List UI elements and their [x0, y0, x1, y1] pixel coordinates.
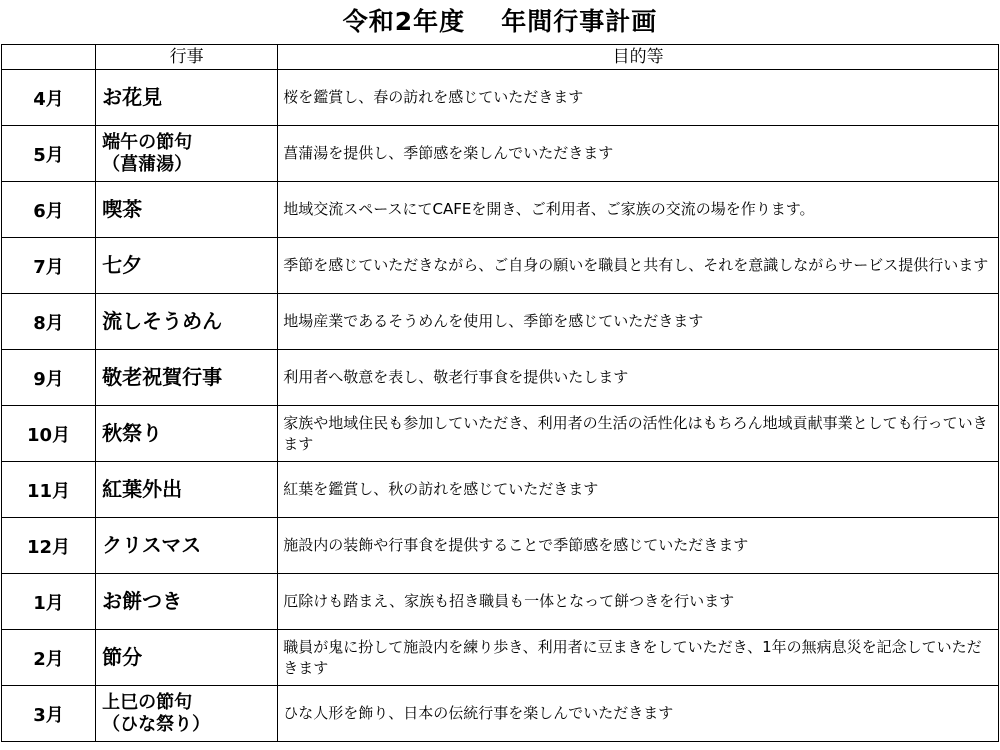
event-name-line: 端午の節句: [102, 131, 193, 153]
table-row: [2, 70, 999, 126]
table-row: [2, 686, 999, 742]
page-title: [0, 6, 1000, 38]
table-row: [2, 630, 999, 686]
month-cell: 3月: [2, 686, 96, 742]
purpose-cell: 職員が鬼に扮して施設内を練り歩き、利用者に豆まきをしていただき、1年の無病息災を記念していただきます: [278, 630, 999, 686]
month-cell: 12月: [2, 518, 96, 574]
event-name-line: 上巳の節句: [102, 691, 193, 713]
event-cell: [96, 126, 278, 182]
purpose-cell: 地域交流スペースにてCAFEを開き、ご利用者、ご家族の交流の場を作ります。: [278, 182, 999, 238]
month-cell: 4月: [2, 70, 96, 126]
table-row: [2, 406, 999, 462]
event-cell: [96, 518, 278, 574]
purpose-cell: ひな人形を飾り、日本の伝統行事を楽しんでいただきます: [278, 686, 999, 742]
month-cell: 5月: [2, 126, 96, 182]
purpose-cell: 菖蒲湯を提供し、季節感を楽しんでいただきます: [278, 126, 999, 182]
purpose-cell: 施設内の装飾や行事食を提供することで季節感を感じていただきます: [278, 518, 999, 574]
table-row: [2, 126, 999, 182]
event-cell: [96, 294, 278, 350]
event-name-line: （ひな祭り）: [102, 713, 211, 735]
event-name-line: 喫茶: [102, 197, 143, 221]
month-cell: 1月: [2, 574, 96, 630]
event-cell: [96, 70, 278, 126]
event-cell: [96, 182, 278, 238]
month-cell: 2月: [2, 630, 96, 686]
table-row: [2, 350, 999, 406]
event-cell: [96, 686, 278, 742]
event-name-line: お餅つき: [102, 589, 183, 613]
purpose-cell: 家族や地域住民も参加していただき、利用者の生活の活性化はもちろん地域貢献事業としても行っていきます: [278, 406, 999, 462]
event-cell: [96, 630, 278, 686]
header-event: 行事: [96, 45, 278, 70]
event-name-line: 節分: [102, 645, 143, 669]
event-cell: [96, 462, 278, 518]
event-name-line: 流しそうめん: [102, 309, 223, 333]
event-name-line: （菖蒲湯）: [102, 153, 193, 175]
table-row: [2, 182, 999, 238]
purpose-cell: 厄除けも踏まえ、家族も招き職員も一体となって餅つきを行います: [278, 574, 999, 630]
event-cell: [96, 350, 278, 406]
table-row: [2, 294, 999, 350]
month-cell: 7月: [2, 238, 96, 294]
purpose-cell: 桜を鑑賞し、春の訪れを感じていただきます: [278, 70, 999, 126]
event-cell: [96, 406, 278, 462]
table-row: [2, 462, 999, 518]
month-cell: 11月: [2, 462, 96, 518]
event-plan-table: [1, 44, 999, 742]
event-name-line: お花見: [102, 85, 163, 109]
header-month: [2, 45, 96, 70]
event-name-line: 七夕: [102, 253, 143, 277]
purpose-cell: 地場産業であるそうめんを使用し、季節を感じていただきます: [278, 294, 999, 350]
event-name-line: 秋祭り: [102, 421, 163, 445]
event-cell: [96, 238, 278, 294]
month-cell: 9月: [2, 350, 96, 406]
purpose-cell: 季節を感じていただきながら、ご自身の願いを職員と共有し、それを意識しながらサービス提供行います: [278, 238, 999, 294]
event-name-line: 敬老祝賀行事: [102, 365, 223, 389]
event-name-line: クリスマス: [102, 533, 202, 557]
table-row: [2, 574, 999, 630]
table-row: [2, 238, 999, 294]
event-cell: [96, 574, 278, 630]
title-plan: 年間行事計画: [501, 7, 658, 36]
month-cell: 10月: [2, 406, 96, 462]
title-year: 令和2年度: [342, 7, 466, 36]
event-name-line: 紅葉外出: [102, 477, 183, 501]
purpose-cell: 紅葉を鑑賞し、秋の訪れを感じていただきます: [278, 462, 999, 518]
header-purpose: 目的等: [278, 45, 999, 70]
table-row: [2, 518, 999, 574]
header-row: [2, 45, 999, 70]
month-cell: 6月: [2, 182, 96, 238]
month-cell: 8月: [2, 294, 96, 350]
purpose-cell: 利用者へ敬意を表し、敬老行事食を提供いたします: [278, 350, 999, 406]
